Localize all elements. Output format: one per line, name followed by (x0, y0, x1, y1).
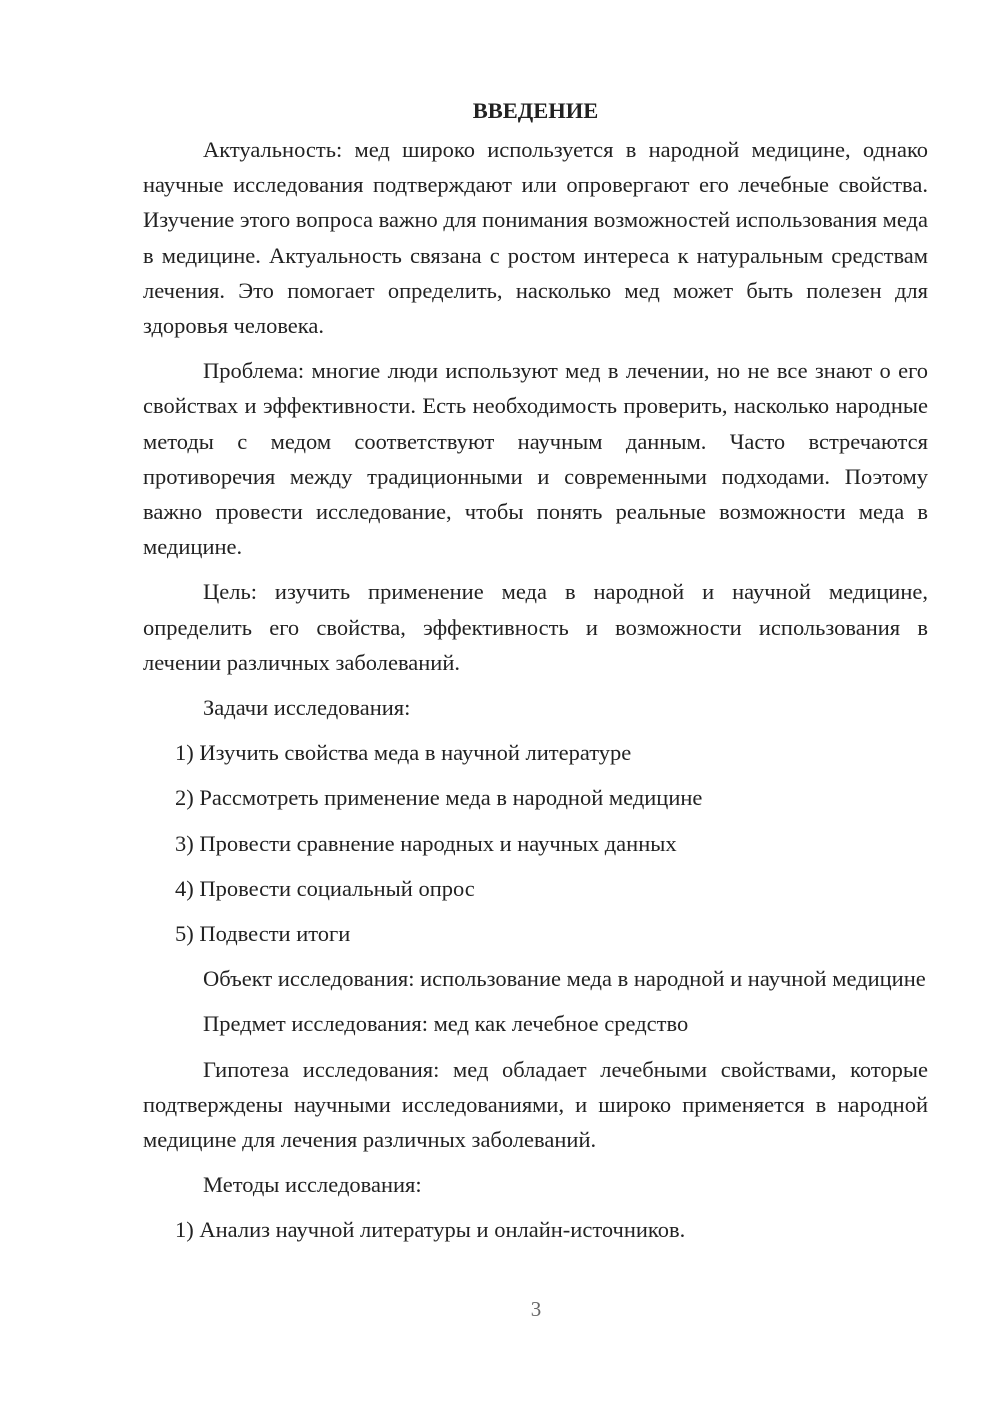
goal-paragraph: Цель: изучить применение меда в народной и научной медицине, определить его свойства, эффективность и возможности использования в лечении различных заболеваний. (143, 579, 928, 675)
task-item: 1) Изучить свойства меда в научной литературе (175, 740, 632, 766)
task-item: 4) Провести социальный опрос (175, 875, 475, 901)
hypothesis-paragraph: Гипотеза исследования: мед обладает лечебными свойствами, которые подтверждены научными исследованиями, и широко применяется в народной медицине для лечения различных заболеваний. (143, 1056, 928, 1153)
task-item: 3) Провести сравнение народных и научных данных (175, 830, 677, 856)
tasks-heading: Задачи исследования: (203, 695, 411, 721)
methods-heading: Методы исследования: (203, 1172, 422, 1198)
document-page (143, 94, 928, 1258)
task-item: 2) Рассмотреть применение меда в народной медицине (175, 785, 703, 811)
subject-paragraph: Предмет исследования: мед как лечебное средство (203, 1011, 689, 1037)
page-number: 3 (530, 1297, 542, 1321)
problem-paragraph: Проблема: многие люди используют мед в лечении, но не все знают о его свойствах и эффективности. Есть необходимость проверить, насколько народные методы с медом соответствуют научным данным. Часто встречаются противоречия между традиционными и современными подходами. Поэтому важно провести исследование, чтобы понять реальные возможности меда в медицине. (143, 358, 928, 560)
page-title: ВВЕДЕНИЕ (472, 98, 599, 123)
task-item: 5) Подвести итоги (175, 921, 351, 947)
method-item: 1) Анализ научной литературы и онлайн-источников. (175, 1217, 686, 1243)
relevance-paragraph: Актуальность: мед широко используется в народной медицине, однако научные исследования подтверждают или опровергают его лечебные свойства. Изучение этого вопроса важно для понимания возможностей использования меда в медицине. Актуальность связана с ростом интереса к натуральным средствам лечения. Это помогает определить, насколько мед может быть полезен для здоровья человека. (143, 137, 928, 339)
object-paragraph: Объект исследования: использование меда в народной и научной медицине (203, 966, 926, 992)
